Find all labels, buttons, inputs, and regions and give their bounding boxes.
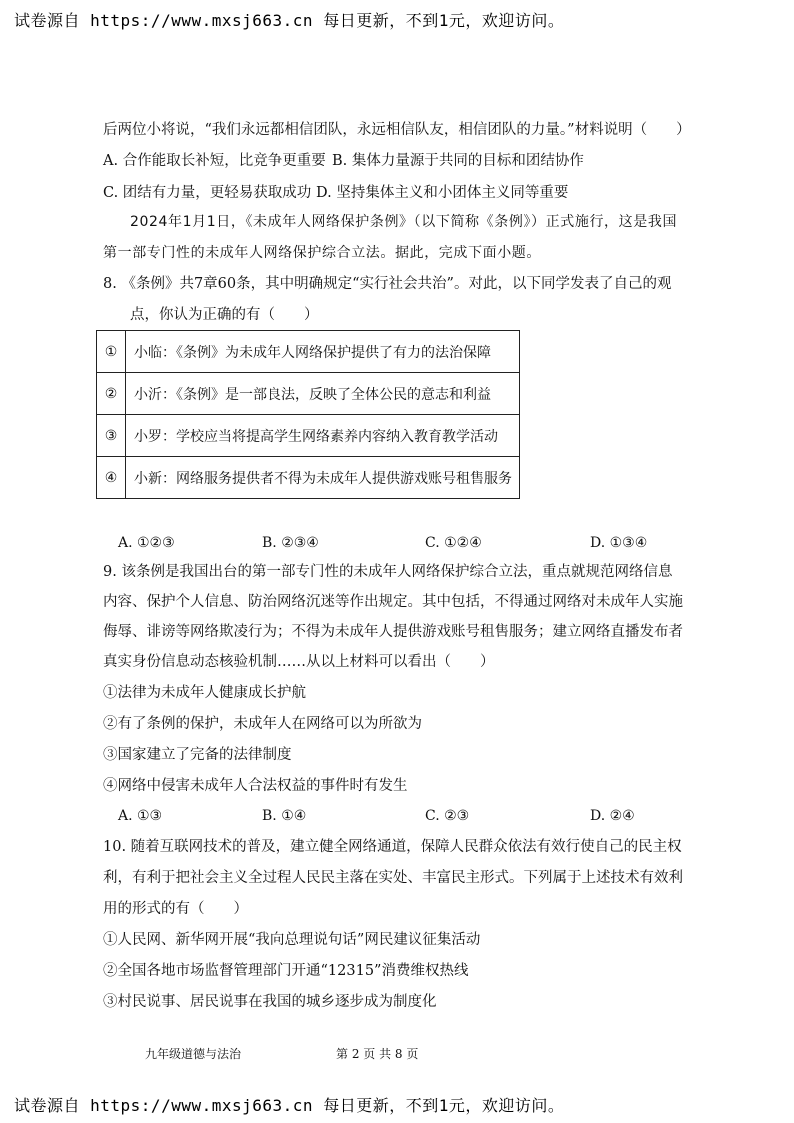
q8-option-c: C. ①②④	[425, 535, 482, 551]
material-line-2: 第一部专门性的未成年人网络保护综合立法。据此，完成下面小题。	[103, 245, 541, 261]
q8-stem-line-1: 8. 《条例》共7章60条，其中明确规定“实行社会共治”。对此，以下同学发表了自己的观	[103, 276, 672, 292]
q8-views-table	[96, 330, 520, 499]
q10-stem-line-1: 10. 随着互联网技术的普及，建立健全网络通道，保障人民群众依法有效行使自己的民主权	[103, 839, 682, 855]
q9-statement-3: ③国家建立了完备的法律制度	[103, 747, 292, 763]
source-banner-top: 试卷源自 https://www.mxsj663.cn 每日更新，不到1元，欢迎访问。	[14, 11, 565, 30]
table-row	[97, 415, 520, 457]
q10-statement-3: ③村民说事、居民说事在我国的城乡逐步成为制度化	[103, 994, 437, 1010]
q9-option-a: A. ①③	[118, 808, 163, 824]
q9-option-b: B. ①④	[262, 808, 307, 824]
q9-stem-line-4: 真实身份信息动态核验机制……从以上材料可以看出（ ）	[103, 654, 495, 670]
view-number: ③	[97, 415, 126, 457]
q9-statement-1: ①法律为未成年人健康成长护航	[103, 685, 306, 701]
view-number: ④	[97, 457, 126, 499]
q9-stem-line-3: 侮辱、诽谤等网络欺凌行为；不得为未成年人提供游戏账号租售服务；建立网络直播发布者	[103, 624, 683, 640]
q8-option-b: B. ②③④	[262, 535, 319, 551]
material-line-1: 2024年1月1日，《未成年人网络保护条例》（以下简称《条例》）正式施行，这是我国	[130, 214, 678, 230]
q7-stem-tail: 后两位小将说，“我们永远都相信团队，永远相信队友，相信团队的力量。”材料说明（ ）	[103, 122, 691, 138]
q8-option-d: D. ①③④	[590, 535, 648, 551]
footer-page-number: 第 2 页 共 8 页	[336, 1047, 419, 1061]
table-row	[97, 373, 520, 415]
q9-statement-2: ②有了条例的保护，未成年人在网络可以为所欲为	[103, 716, 422, 732]
q9-stem-line-2: 内容、保护个人信息、防治网络沉迷等作出规定。其中包括，不得通过网络对未成年人实施	[103, 594, 683, 610]
view-text: 小临：《条例》为未成年人网络保护提供了有力的法治保障	[126, 331, 520, 373]
q10-stem-line-3: 用的形式的有（ ）	[103, 901, 248, 917]
table-row	[97, 457, 520, 499]
q9-stem-line-1: 9. 该条例是我国出台的第一部专门性的未成年人网络保护综合立法，重点就规范网络信息	[103, 564, 673, 580]
q7-option-a: A. 合作能取长补短，比竞争更重要	[103, 153, 326, 169]
view-number: ②	[97, 373, 126, 415]
q7-option-b: B. 集体力量源于共同的目标和团结协作	[332, 153, 584, 169]
q8-stem-line-2: 点，你认为正确的有（ ）	[130, 307, 319, 323]
source-banner-bottom: 试卷源自 https://www.mxsj663.cn 每日更新，不到1元，欢迎访问。	[14, 1096, 565, 1115]
q10-statement-1: ①人民网、新华网开展“我向总理说句话”网民建议征集活动	[103, 932, 481, 948]
q8-option-a: A. ①②③	[118, 535, 175, 551]
view-text: 小新：网络服务提供者不得为未成年人提供游戏账号租售服务	[126, 457, 520, 499]
table-row	[97, 331, 520, 373]
q7-option-c: C. 团结有力量，更轻易获取成功	[103, 185, 312, 201]
view-text: 小沂：《条例》是一部良法，反映了全体公民的意志和利益	[126, 373, 520, 415]
q9-option-c: C. ②③	[425, 808, 470, 824]
q10-stem-line-2: 利，有利于把社会主义全过程人民民主落在实处、丰富民主形式。下列属于上述技术有效利	[103, 870, 683, 886]
footer-subject: 九年级道德与法治	[145, 1047, 242, 1061]
q9-option-d: D. ②④	[590, 808, 635, 824]
q7-option-d: D. 坚持集体主义和小团体主义同等重要	[316, 185, 569, 201]
view-number: ①	[97, 331, 126, 373]
q10-statement-2: ②全国各地市场监督管理部门开通“12315”消费维权热线	[103, 963, 469, 979]
q9-statement-4: ④网络中侵害未成年人合法权益的事件时有发生	[103, 778, 408, 794]
view-text: 小罗：学校应当将提高学生网络素养内容纳入教育教学活动	[126, 415, 520, 457]
